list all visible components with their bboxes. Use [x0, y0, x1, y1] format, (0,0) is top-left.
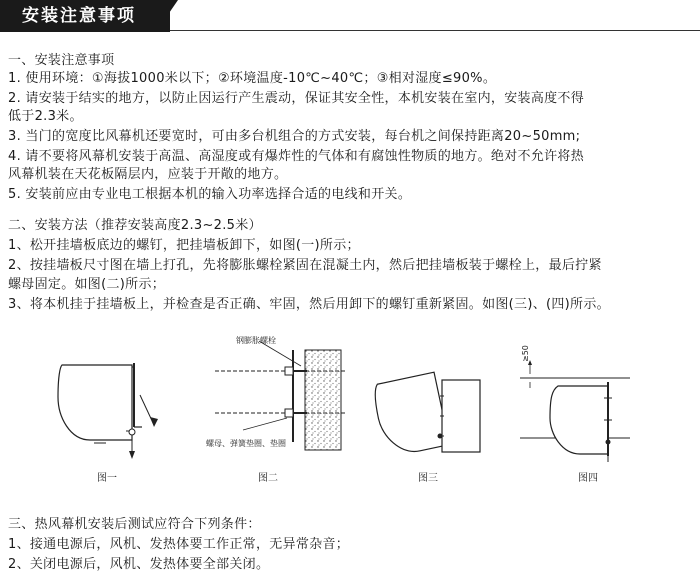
section2-line: 2、按挂墙板尺寸图在墙上打孔，先将膨胀螺栓紧固在混凝土内，然后把挂墙板装于螺栓上，最后拧紧 — [8, 258, 602, 273]
header-slant — [156, 0, 178, 32]
section1-line: 5. 安装前应由专业电工根据本机的输入功率选择合适的电线和开关。 — [8, 187, 412, 202]
figure-2-caption: 图二 — [258, 473, 278, 484]
section1-line: 3. 当门的宽度比风幕机还要宽时，可由多台机组合的方式安装，每台机之间保持距离20~50mm; — [8, 129, 581, 144]
section1-line: 1. 使用环境：①海拔1000米以下；②环境温度-10℃~40℃；③相对湿度≤90%。 — [8, 71, 497, 86]
section2-line: 螺母固定。如图(二)所示； — [8, 277, 166, 292]
page-title: 安装注意事项 — [22, 6, 136, 26]
figure-3-diagram — [370, 362, 490, 468]
section1-line: 风幕机装在天花板隔层内，应装于开敞的地方。 — [8, 167, 288, 182]
section3-line: 1、接通电源后，风机、发热体要工作正常，无异常杂音； — [8, 537, 350, 552]
section1-heading: 一、安装注意事项 — [8, 53, 115, 68]
section2-heading: 二、安装方法（推荐安装高度2.3~2.5米） — [8, 218, 262, 233]
figure-4-caption: 图四 — [578, 473, 598, 484]
figure-4-diagram — [520, 358, 645, 468]
nut-washer-label: 螺母、弹簧垫圈、垫圈 — [206, 439, 286, 448]
section1-line: 2. 请安装于结实的地方，以防止因运行产生震动，保证其安全性，本机安装在室内，安装高度不得 — [8, 91, 585, 106]
figure-3-caption: 图三 — [418, 473, 438, 484]
section2-line: 3、将本机挂于挂墙板上，并检查是否正确、牢固，然后用卸下的螺钉重新紧固。如图(三)、(四)所示。 — [8, 297, 610, 312]
section1-line: 低于2.3米。 — [8, 109, 83, 124]
bolt-label: 钢膨胀螺栓 — [236, 336, 276, 345]
section2-line: 1、松开挂墙板底边的螺钉，把挂墙板卸下，如图(一)所示； — [8, 238, 360, 253]
section3-heading: 三、热风幕机安装后测试应符合下列条件： — [8, 517, 261, 532]
header-rule — [170, 30, 700, 31]
figure-1-diagram — [50, 355, 180, 470]
figure-1-caption: 图一 — [97, 473, 117, 484]
section1-line: 4. 请不要将风幕机安装于高温、高湿度或有爆炸性的气体和有腐蚀性物质的地方。绝对不允许将热 — [8, 149, 585, 164]
section3-line: 2、关闭电源后，风机、发热体要全部关闭。 — [8, 557, 270, 572]
clearance-label: ≥50 — [521, 345, 530, 362]
